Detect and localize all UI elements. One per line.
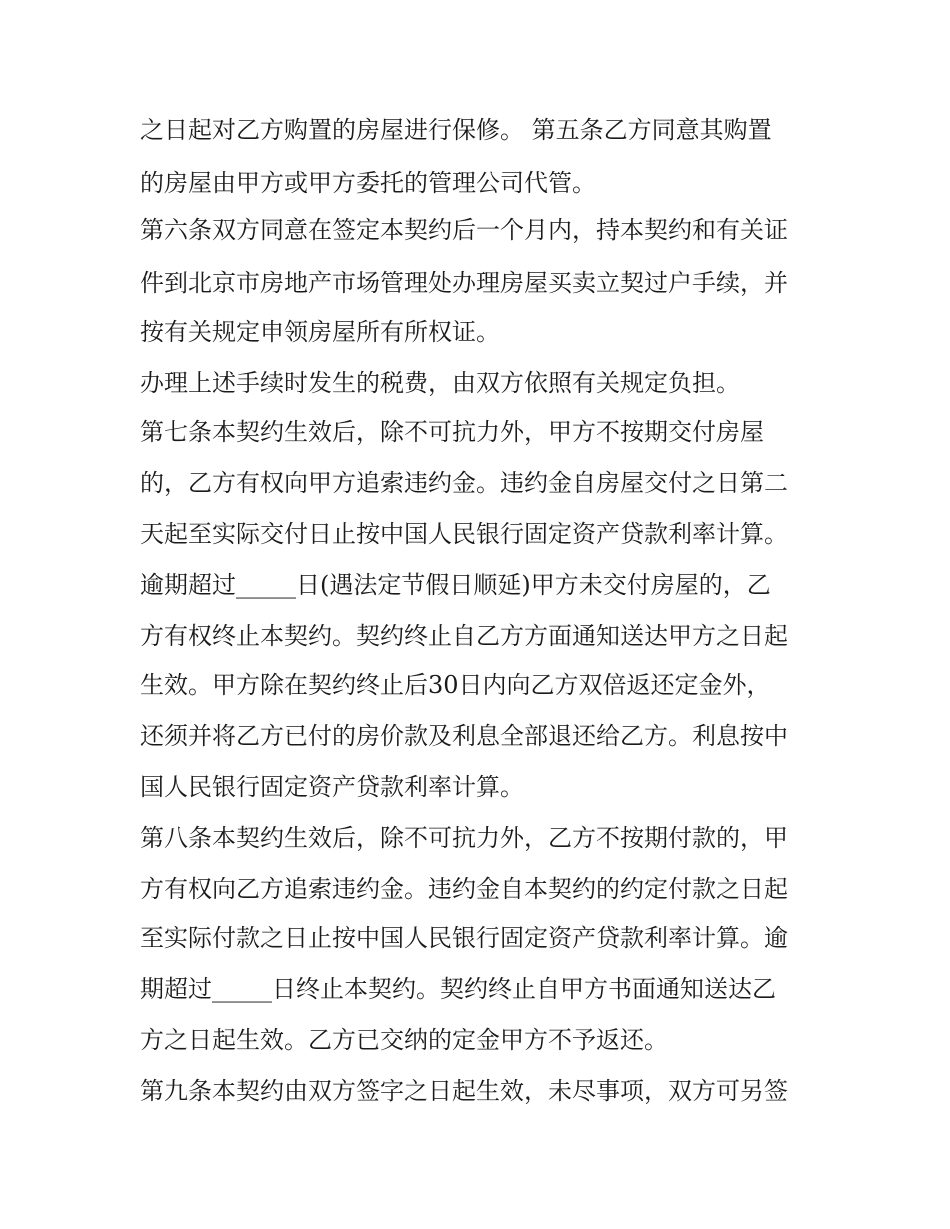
text-line-5: 按有关规定申领房屋所有所权证。 <box>140 318 500 346</box>
text-line-4: 件到北京市房地产市场管理处办理房屋买卖立契过户手续，并 <box>140 269 788 297</box>
text-line-9: 天起至实际交付日止按中国人民银行固定资产贷款利率计算。 <box>140 520 788 548</box>
text-line-12: 生效。甲方除在契约终止后30日内向乙方双倍返还定金外， <box>140 671 771 699</box>
text-line-20: 第九条本契约由双方签字之日起生效，未尽事项，双方可另签 <box>140 1077 788 1105</box>
text-line-1: 之日起对乙方购置的房屋进行保修。 第五条乙方同意其购置 <box>140 116 772 144</box>
text-line-16: 方有权向乙方追索违约金。违约金自本契约的约定付款之日起 <box>140 875 788 903</box>
text-line-7: 第七条本契约生效后，除不可抗力外，甲方不按期交付房屋 <box>140 418 764 446</box>
text-line-10: 逾期超过_____日(遇法定节假日顺延)甲方未交付房屋的，乙 <box>140 571 771 599</box>
text-line-8: 的，乙方有权向甲方追索违约金。违约金自房屋交付之日第二 <box>140 469 788 497</box>
text-line-13: 还须并将乙方已付的房价款及利息全部退还给乙方。利息按中 <box>140 722 788 750</box>
text-line-14: 国人民银行固定资产贷款利率计算。 <box>140 773 524 801</box>
text-line-18: 期超过_____日终止本契约。契约终止自甲方书面通知送达乙 <box>140 975 776 1003</box>
text-line-2: 的房屋由甲方或甲方委托的管理公司代管。 <box>140 169 596 197</box>
text-line-19: 方之日起生效。乙方已交纳的定金甲方不予返还。 <box>140 1026 668 1054</box>
text-line-15: 第八条本契约生效后，除不可抗力外，乙方不按期付款的，甲 <box>140 824 788 852</box>
text-line-6: 办理上述手续时发生的税费，由双方依照有关规定负担。 <box>140 369 740 397</box>
text-line-3: 第六条双方同意在签定本契约后一个月内，持本契约和有关证 <box>140 216 788 244</box>
text-line-11: 方有权终止本契约。契约终止自乙方方面通知送达甲方之日起 <box>140 622 788 650</box>
text-line-17: 至实际付款之日止按中国人民银行固定资产贷款利率计算。逾 <box>140 924 788 952</box>
